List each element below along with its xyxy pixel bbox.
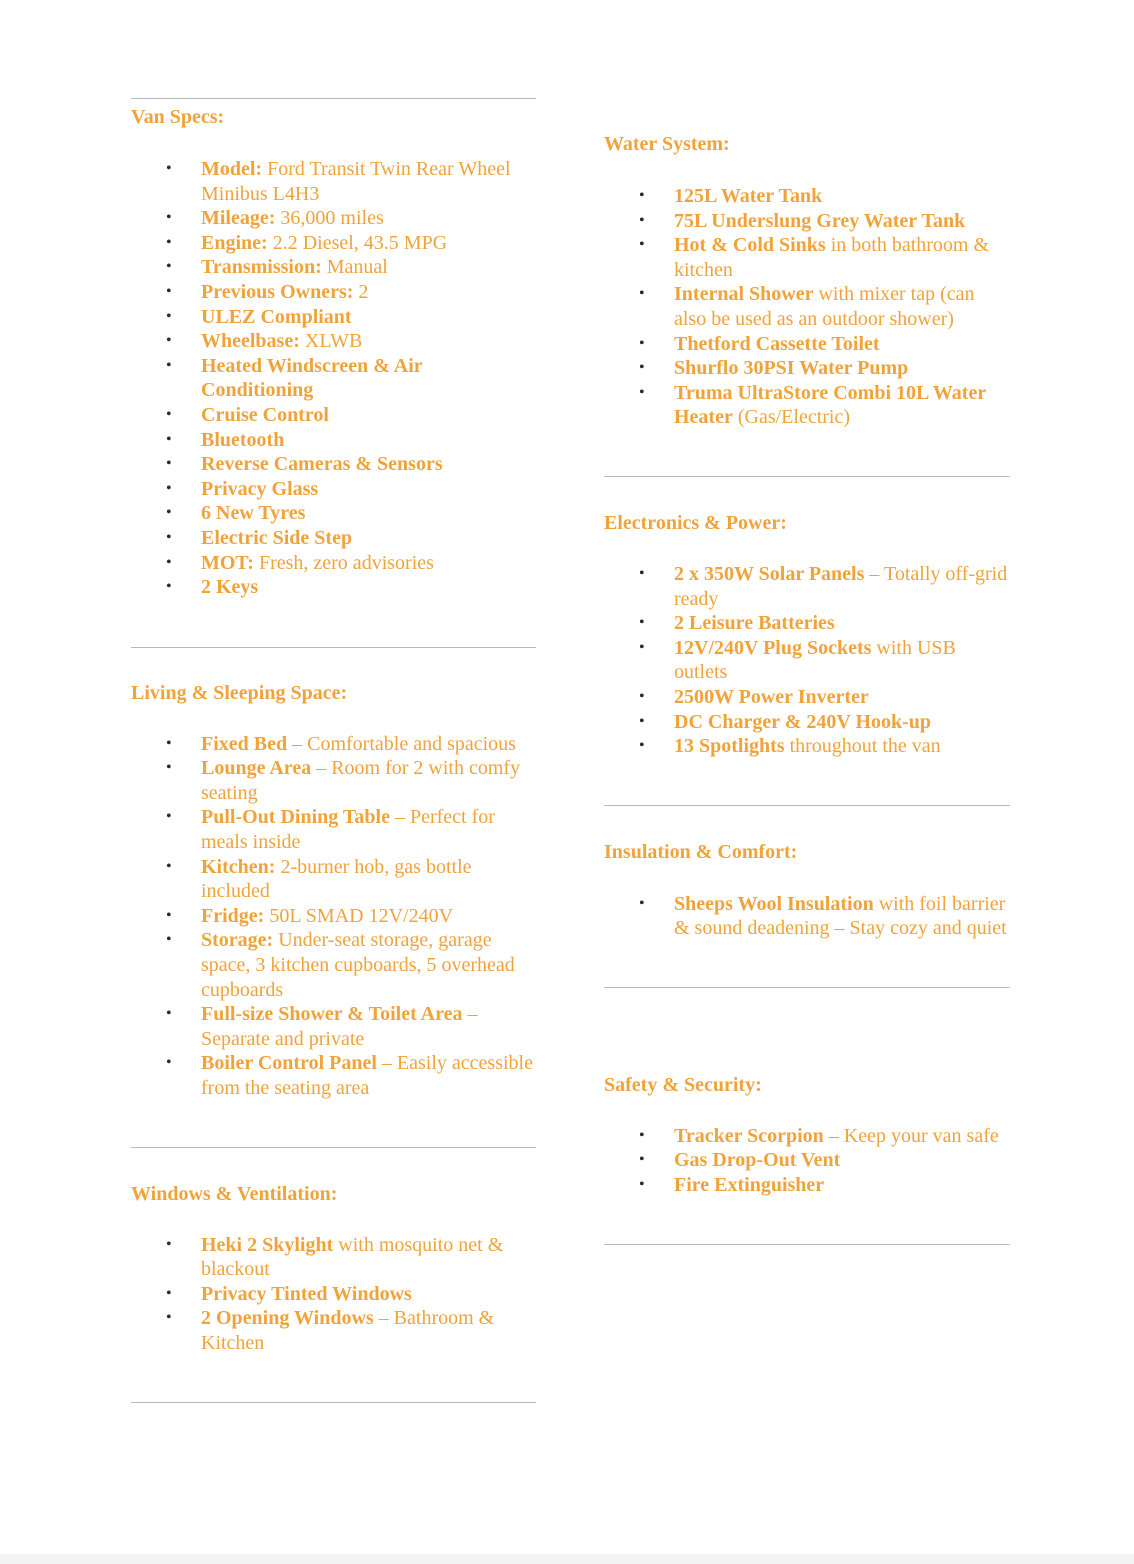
item-label: 2 x 350W Solar Panels bbox=[674, 562, 865, 585]
list-item bbox=[131, 428, 536, 453]
item-detail: XLWB bbox=[299, 330, 363, 353]
item-detail: – Room for 2 with comfy seating bbox=[201, 757, 521, 804]
bullet-icon: • bbox=[166, 808, 172, 826]
item-detail: with USB outlets bbox=[674, 636, 956, 684]
list-item bbox=[131, 452, 536, 477]
item-detail: – Comfortable and spacious bbox=[287, 732, 516, 755]
section-water-system bbox=[604, 132, 1010, 430]
list-item bbox=[604, 184, 1010, 209]
bullet-icon: • bbox=[639, 737, 645, 755]
section-title: Van Specs: bbox=[131, 106, 225, 128]
item-label: Full-size Shower & Toilet Area bbox=[201, 1003, 463, 1026]
section-windows-ventilation bbox=[131, 1182, 536, 1356]
item-detail: – Perfect for meals inside bbox=[201, 806, 495, 854]
list-item bbox=[604, 1173, 1010, 1198]
list-item bbox=[131, 732, 536, 757]
bullet-icon: • bbox=[166, 282, 172, 300]
item-label: 125L Water Tank bbox=[674, 185, 823, 207]
item-label: Gas Drop-Out Vent bbox=[674, 1149, 841, 1172]
item-detail: in both bathroom & kitchen bbox=[674, 234, 990, 281]
list-item bbox=[131, 904, 536, 929]
section-title: Safety & Security: bbox=[604, 1073, 762, 1096]
section-title: Water System: bbox=[604, 133, 730, 155]
bullet-icon: • bbox=[639, 1176, 645, 1194]
item-label: Truma UltraStore Combi 10L Water Heater bbox=[674, 381, 986, 429]
list-item bbox=[131, 206, 536, 231]
bullet-icon: • bbox=[166, 332, 172, 350]
bullet-icon: • bbox=[639, 894, 645, 912]
item-label: Wheelbase: bbox=[201, 330, 300, 353]
item-label: Lounge Area bbox=[201, 757, 312, 780]
divider bbox=[131, 1147, 536, 1148]
bullet-icon: • bbox=[166, 759, 172, 777]
bullet-icon: • bbox=[166, 160, 172, 177]
item-detail: with foil barrier & sound deadening – Stay cozy and quiet bbox=[674, 892, 1007, 940]
item-label: MOT: bbox=[201, 551, 254, 574]
bullet-icon: • bbox=[166, 931, 172, 949]
bullet-list bbox=[131, 157, 536, 600]
bullet-list bbox=[604, 1124, 1010, 1198]
bullet-icon: • bbox=[166, 479, 172, 497]
list-item bbox=[604, 381, 1010, 430]
list-item bbox=[131, 231, 536, 256]
item-detail: – Keep your van safe bbox=[823, 1124, 999, 1147]
list-item bbox=[131, 280, 536, 305]
section-title: Insulation & Comfort: bbox=[604, 840, 798, 863]
section-title: Electronics & Power: bbox=[604, 511, 787, 534]
list-item bbox=[604, 710, 1010, 735]
list-item bbox=[604, 1148, 1010, 1173]
section-title: Living & Sleeping Space: bbox=[131, 681, 348, 704]
item-label: Tracker Scorpion bbox=[674, 1124, 824, 1147]
section-living-sleeping bbox=[131, 681, 536, 1101]
list-item bbox=[131, 1051, 536, 1100]
item-detail: 50L SMAD 12V/240V bbox=[264, 904, 454, 927]
item-label: Reverse Cameras & Sensors bbox=[201, 453, 443, 476]
divider bbox=[604, 476, 1010, 477]
section-safety-security bbox=[604, 1073, 1010, 1198]
bullet-icon: • bbox=[166, 857, 172, 875]
bullet-list bbox=[604, 892, 1010, 941]
item-label: Mileage: bbox=[201, 207, 276, 230]
item-label: Internal Shower bbox=[674, 283, 814, 306]
list-item bbox=[131, 354, 536, 403]
list-item bbox=[131, 1282, 536, 1307]
bullet-icon: • bbox=[166, 553, 172, 571]
list-item bbox=[604, 611, 1010, 636]
bullet-list bbox=[131, 732, 536, 1101]
item-label: Shurflo 30PSI Water Pump bbox=[674, 357, 909, 380]
item-label: Thetford Cassette Toilet bbox=[674, 332, 880, 355]
bullet-icon: • bbox=[166, 528, 172, 546]
bullet-icon: • bbox=[166, 405, 172, 423]
list-item bbox=[604, 892, 1010, 941]
item-label: Storage: bbox=[201, 929, 274, 952]
list-item bbox=[131, 756, 536, 805]
left-column bbox=[131, 0, 536, 1403]
bullet-list bbox=[604, 184, 1010, 430]
item-label: 2500W Power Inverter bbox=[674, 685, 869, 708]
list-item bbox=[604, 332, 1010, 357]
list-item bbox=[604, 562, 1010, 611]
list-item bbox=[131, 255, 536, 280]
item-label: 2 Leisure Batteries bbox=[674, 612, 835, 635]
item-detail: with mosquito net & blackout bbox=[201, 1233, 504, 1281]
bullet-icon: • bbox=[166, 307, 172, 325]
divider bbox=[131, 98, 536, 99]
bullet-icon: • bbox=[166, 455, 172, 473]
bullet-icon: • bbox=[166, 734, 172, 752]
bullet-icon: • bbox=[639, 712, 645, 730]
bullet-icon: • bbox=[166, 258, 172, 276]
item-detail: 36,000 miles bbox=[275, 207, 384, 230]
bullet-icon: • bbox=[639, 1151, 645, 1169]
list-item bbox=[131, 157, 536, 206]
list-item bbox=[131, 329, 536, 354]
list-item bbox=[131, 526, 536, 551]
item-detail: 2 bbox=[353, 280, 369, 303]
bullet-icon: • bbox=[639, 236, 645, 254]
item-label: Bluetooth bbox=[201, 428, 285, 451]
item-label: Model: bbox=[201, 158, 263, 180]
bullet-list bbox=[131, 1233, 536, 1356]
section-van-specs bbox=[131, 105, 536, 600]
item-detail: Manual bbox=[321, 256, 388, 279]
list-item bbox=[131, 928, 536, 1002]
item-label: Fire Extinguisher bbox=[674, 1174, 825, 1197]
item-label: Hot & Cold Sinks bbox=[674, 234, 826, 257]
bullet-icon: • bbox=[166, 1054, 172, 1072]
item-label: Heki 2 Skylight bbox=[201, 1233, 334, 1256]
item-label: Engine: bbox=[201, 231, 268, 254]
divider bbox=[604, 805, 1010, 806]
bullet-icon: • bbox=[166, 906, 172, 924]
list-item bbox=[131, 551, 536, 576]
item-label: Transmission: bbox=[201, 256, 322, 279]
item-label: Privacy Tinted Windows bbox=[201, 1282, 412, 1305]
page-bottom-edge bbox=[0, 1554, 1134, 1564]
item-label: Privacy Glass bbox=[201, 477, 319, 500]
item-label: 75L Underslung Grey Water Tank bbox=[674, 209, 966, 232]
list-item bbox=[604, 734, 1010, 759]
item-label: Fridge: bbox=[201, 904, 265, 927]
section-insulation-comfort bbox=[604, 840, 1010, 941]
item-label: Previous Owners: bbox=[201, 280, 354, 303]
item-detail: Under-seat storage, garage space, 3 kitchen cupboards, 5 overhead cupboards bbox=[201, 929, 515, 1001]
bullet-icon: • bbox=[639, 564, 645, 582]
item-label: DC Charger & 240V Hook-up bbox=[674, 710, 932, 733]
item-label: 12V/240V Plug Sockets bbox=[674, 636, 872, 659]
list-item bbox=[131, 501, 536, 526]
item-detail: – Easily accessible from the seating area bbox=[201, 1052, 533, 1099]
bullet-icon: • bbox=[639, 638, 645, 656]
item-detail: (Gas/Electric) bbox=[732, 406, 851, 429]
list-item bbox=[131, 1002, 536, 1051]
item-detail: 2.2 Diesel, 43.5 MPG bbox=[267, 231, 448, 254]
list-item bbox=[131, 855, 536, 904]
item-label: Boiler Control Panel bbox=[201, 1052, 377, 1075]
bullet-icon: • bbox=[166, 209, 172, 227]
item-detail: – Separate and private bbox=[201, 1003, 478, 1050]
list-item bbox=[604, 233, 1010, 282]
item-label: Sheeps Wool Insulation bbox=[674, 892, 874, 915]
bullet-icon: • bbox=[166, 1309, 172, 1327]
bullet-icon: • bbox=[639, 334, 645, 352]
list-item bbox=[131, 477, 536, 502]
list-item bbox=[604, 282, 1010, 331]
list-item bbox=[131, 403, 536, 428]
item-label: 2 Keys bbox=[201, 576, 259, 599]
section-title: Windows & Ventilation: bbox=[131, 1182, 338, 1205]
item-label: Fixed Bed bbox=[201, 732, 288, 755]
list-item bbox=[604, 1124, 1010, 1149]
item-label: 6 New Tyres bbox=[201, 502, 306, 525]
bullet-icon: • bbox=[166, 233, 172, 251]
bullet-icon: • bbox=[166, 1005, 172, 1023]
bullet-icon: • bbox=[166, 356, 172, 374]
bullet-icon: • bbox=[166, 578, 172, 596]
bullet-icon: • bbox=[639, 211, 645, 229]
bullet-icon: • bbox=[639, 1126, 645, 1144]
item-detail: Ford Transit Twin Rear Wheel Minibus L4H3 bbox=[201, 158, 511, 205]
item-detail: with mixer tap (can also be used as an outdoor shower) bbox=[674, 283, 975, 330]
bullet-icon: • bbox=[166, 504, 172, 522]
item-label: ULEZ Compliant bbox=[201, 305, 352, 328]
divider bbox=[131, 647, 536, 648]
list-item bbox=[131, 575, 536, 600]
divider bbox=[131, 1402, 536, 1403]
list-item bbox=[131, 1306, 536, 1355]
section-electronics-power bbox=[604, 511, 1010, 759]
item-detail: 2-burner hob, gas bottle included bbox=[201, 855, 472, 903]
list-item bbox=[604, 636, 1010, 685]
bullet-icon: • bbox=[639, 614, 645, 632]
divider bbox=[604, 1244, 1010, 1245]
bullet-icon: • bbox=[166, 1284, 172, 1302]
item-label: Cruise Control bbox=[201, 403, 329, 426]
right-column bbox=[604, 0, 1010, 1245]
list-item bbox=[131, 805, 536, 854]
item-detail: throughout the van bbox=[784, 735, 941, 758]
bullet-icon: • bbox=[639, 285, 645, 303]
bullet-icon: • bbox=[639, 383, 645, 401]
item-label: 13 Spotlights bbox=[674, 735, 785, 758]
list-item bbox=[131, 1233, 536, 1282]
item-label: 2 Opening Windows bbox=[201, 1307, 374, 1330]
list-item bbox=[604, 209, 1010, 234]
item-detail: Fresh, zero advisories bbox=[253, 551, 434, 574]
divider bbox=[604, 987, 1010, 988]
item-detail: – Totally off-grid ready bbox=[674, 562, 1008, 610]
list-item bbox=[131, 305, 536, 330]
item-label: Heated Windscreen & Air Conditioning bbox=[201, 354, 423, 402]
list-item bbox=[604, 356, 1010, 381]
item-label: Pull-Out Dining Table bbox=[201, 806, 390, 829]
item-label: Electric Side Step bbox=[201, 526, 353, 549]
bullet-icon: • bbox=[639, 687, 645, 705]
item-label: Kitchen: bbox=[201, 855, 276, 878]
item-detail: – Bathroom & Kitchen bbox=[201, 1307, 495, 1354]
bullet-list bbox=[604, 562, 1010, 759]
list-item bbox=[604, 685, 1010, 710]
bullet-icon: • bbox=[639, 359, 645, 377]
bullet-icon: • bbox=[166, 430, 172, 448]
bullet-icon: • bbox=[639, 187, 645, 204]
bullet-icon: • bbox=[166, 1235, 172, 1253]
